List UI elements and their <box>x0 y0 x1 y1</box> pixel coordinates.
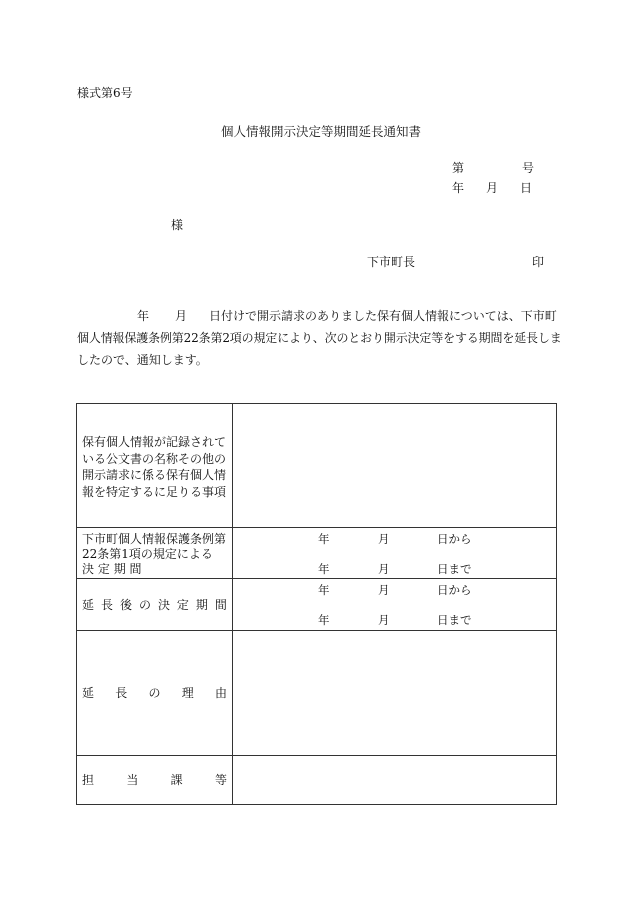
row5-label <box>82 773 227 788</box>
month-label: 月 <box>378 583 390 597</box>
spread-char: 間 <box>129 562 142 576</box>
issuer-name: 下市町長 <box>367 255 416 269</box>
row1-value-cell[interactable] <box>233 404 556 526</box>
row2-label-line: 下市町個人情報保護条例第 <box>82 532 227 546</box>
spread-char: 期 <box>195 598 208 612</box>
spread-char: 後 <box>119 598 132 612</box>
body-line-2: 個人情報保護条例第22条第2項の規定により、次のとおり開示決定等をする期間を延長しま <box>77 331 562 345</box>
year-label: 年 <box>318 613 330 627</box>
row2-label-spread <box>82 562 227 577</box>
spread-char: 定 <box>176 598 189 612</box>
from-label: 日から <box>437 583 472 597</box>
doc-number-suffix: 号 <box>522 161 535 175</box>
spread-char: 理 <box>181 686 194 700</box>
row5-value-cell[interactable] <box>233 756 556 804</box>
row3-label <box>82 598 227 613</box>
month-label: 月 <box>378 532 390 546</box>
document-title: 個人情報開示決定等期間延長通知書 <box>221 124 422 139</box>
body-line-3: したので、通知します。 <box>77 353 208 367</box>
spread-char: の <box>148 686 161 700</box>
date-day-label: 日 <box>520 181 533 195</box>
spread-char: 担 <box>82 773 95 787</box>
table-row-divider <box>77 578 556 579</box>
spread-char: 当 <box>126 773 139 787</box>
row2-label <box>82 532 227 577</box>
date-month-label: 月 <box>486 181 499 195</box>
addressee-suffix: 様 <box>171 218 184 232</box>
spread-char: 長 <box>100 598 113 612</box>
spread-char: の <box>138 598 151 612</box>
info-table <box>76 403 557 805</box>
spread-char: 決 <box>157 598 170 612</box>
year-label: 年 <box>318 562 330 576</box>
month-label: 月 <box>378 613 390 627</box>
row1-label-line: いる公文書の名称その他の <box>82 451 227 466</box>
month-label: 月 <box>378 562 390 576</box>
row1-label-line: 開示請求に係る保有個人情 <box>82 468 227 482</box>
spread-char: 由 <box>214 686 227 700</box>
seal-mark: 印 <box>532 255 545 269</box>
body-date-year: 年 <box>137 309 150 323</box>
spread-char: 定 <box>97 562 110 576</box>
until-label: 日まで <box>437 613 472 627</box>
doc-number-prefix: 第 <box>452 161 465 175</box>
spread-char: 課 <box>170 773 183 787</box>
spread-char: 間 <box>214 598 227 612</box>
spread-char: 期 <box>113 562 126 576</box>
year-label: 年 <box>318 583 330 597</box>
date-year-label: 年 <box>452 181 465 195</box>
spread-char: 延 <box>82 686 95 700</box>
table-row-divider <box>77 527 556 528</box>
row1-label-line: 報を特定するに足りる事項 <box>82 484 227 499</box>
spread-char: 等 <box>214 773 227 787</box>
row4-label <box>82 686 227 701</box>
until-label: 日まで <box>437 562 472 576</box>
spread-char: 決 <box>82 562 95 576</box>
form-number: 様式第6号 <box>77 86 133 100</box>
body-line-1: 日付けで開示請求のありました保有個人情報については、下市町 <box>209 309 557 323</box>
spread-char: 延 <box>82 598 95 612</box>
row1-label <box>82 434 227 500</box>
row4-value-cell[interactable] <box>233 631 556 754</box>
body-date-month: 月 <box>175 309 188 323</box>
year-label: 年 <box>318 532 330 546</box>
spread-char: 長 <box>115 686 128 700</box>
from-label: 日から <box>437 532 472 546</box>
row2-label-line: 22条第1項の規定による <box>82 547 213 561</box>
row1-label-line: 保有個人情報が記録されて <box>82 435 227 449</box>
